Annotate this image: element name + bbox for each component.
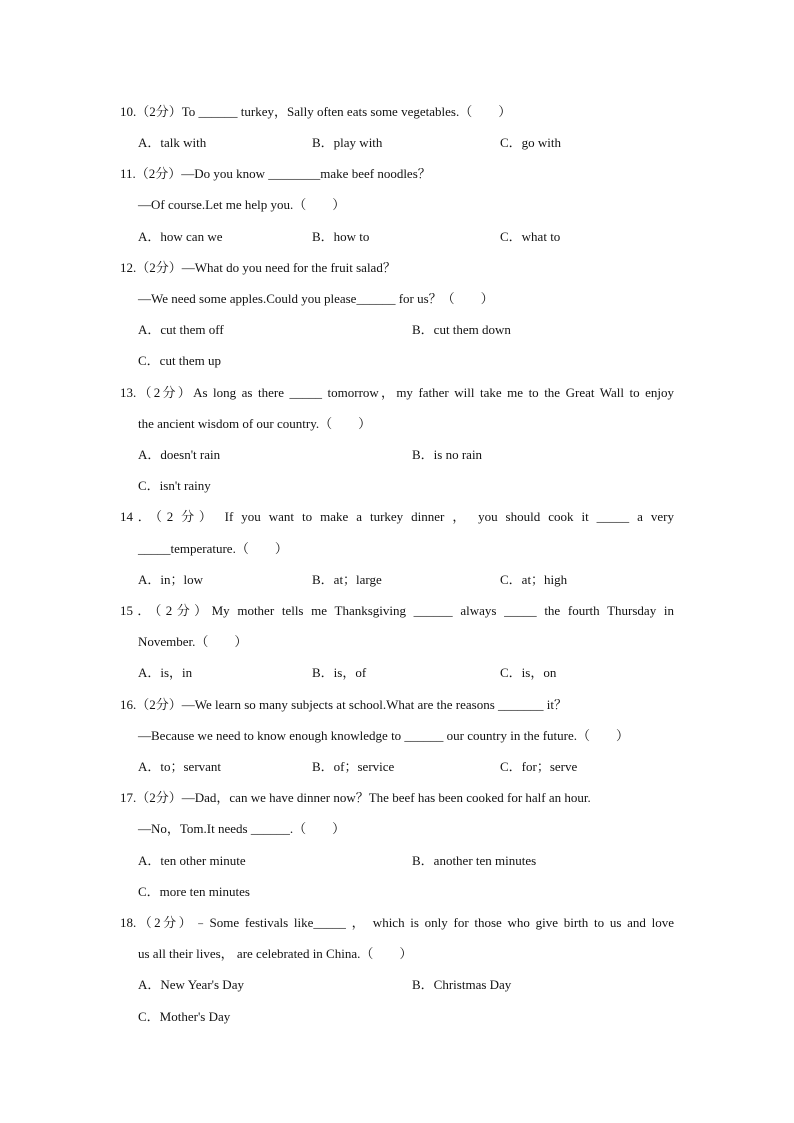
question-15-stem: 15．（2分）My mother tells me Thanksgiving ______ always _____ the fourth Thursday in xyxy=(120,603,674,618)
question-15-option-b: B．is，of xyxy=(312,665,367,680)
question-13-option-b: B．is no rain xyxy=(412,447,483,462)
question-13-option-a: A．doesn't rain xyxy=(138,447,221,462)
question-18-option-c: C．Mother's Day xyxy=(138,1009,231,1024)
question-17-stem: 17.（2分）—Dad，can we have dinner now？The beef has been cooked for half an hour. xyxy=(120,790,591,805)
question-12-option-a: A．cut them off xyxy=(138,322,224,337)
question-11-option-a: A．how can we xyxy=(138,229,223,244)
question-11-stem-cont: —Of course.Let me help you.（ ） xyxy=(138,197,346,212)
question-11-option-b: B．how to xyxy=(312,229,370,244)
question-12-option-c: C．cut them up xyxy=(138,353,222,368)
question-15-stem-cont: November.（ ） xyxy=(138,634,248,649)
question-16-option-a: A．to；servant xyxy=(138,759,222,774)
question-15-option-c: C．is，on xyxy=(500,665,557,680)
question-17-option-a: A．ten other minute xyxy=(138,853,246,868)
question-18-stem-cont: us all their lives， are celebrated in China.（ ） xyxy=(138,946,413,961)
question-14-option-a: A．in；low xyxy=(138,572,204,587)
question-14-option-c: C．at；high xyxy=(500,572,568,587)
question-13-stem-cont: the ancient wisdom of our country.（ ） xyxy=(138,416,372,431)
question-16-option-b: B．of；service xyxy=(312,759,395,774)
question-13-stem: 13.（2分）As long as there _____ tomorrow，my father will take me to the Great Wall to enjoy xyxy=(120,385,674,400)
question-10-stem: 10.（2分）To ______ turkey，Sally often eats some vegetables.（ ） xyxy=(120,104,512,119)
question-15-option-a: A．is，in xyxy=(138,665,193,680)
question-13-option-c: C．isn't rainy xyxy=(138,478,211,493)
question-11-option-c: C．what to xyxy=(500,229,561,244)
question-12-option-b: B．cut them down xyxy=(412,322,511,337)
question-18-option-b: B．Christmas Day xyxy=(412,977,512,992)
question-10-option-a: A．talk with xyxy=(138,135,207,150)
question-18-option-a: A．New Year's Day xyxy=(138,977,244,992)
question-16-option-c: C．for；serve xyxy=(500,759,578,774)
question-12-stem: 12.（2分）—What do you need for the fruit salad？ xyxy=(120,260,396,275)
question-10-option-c: C．go with xyxy=(500,135,562,150)
question-17-option-c: C．more ten minutes xyxy=(138,884,250,899)
question-17-option-b: B．another ten minutes xyxy=(412,853,537,868)
question-14-option-b: B．at；large xyxy=(312,572,382,587)
question-18-stem: 18.（2分）﹣Some festivals like_____ ， which is only for those who give birth to us and love xyxy=(120,915,674,930)
question-16-stem-cont: —Because we need to know enough knowledge to ______ our country in the future.（ ） xyxy=(138,728,630,743)
question-16-stem: 16.（2分）—We learn so many subjects at school.What are the reasons _______ it？ xyxy=(120,697,567,712)
question-17-stem-cont: —No，Tom.It needs ______.（ ） xyxy=(138,821,346,836)
question-10-option-b: B．play with xyxy=(312,135,383,150)
question-11-stem: 11.（2分）—Do you know ________make beef noodles？ xyxy=(120,166,431,181)
question-14-stem: 14．（2 分） If you want to make a turkey dinner ， you should cook it _____ a very xyxy=(120,509,674,524)
question-14-stem-cont: _____temperature.（ ） xyxy=(138,541,288,556)
question-12-stem-cont: —We need some apples.Could you please______ for us？（ ） xyxy=(138,291,494,306)
